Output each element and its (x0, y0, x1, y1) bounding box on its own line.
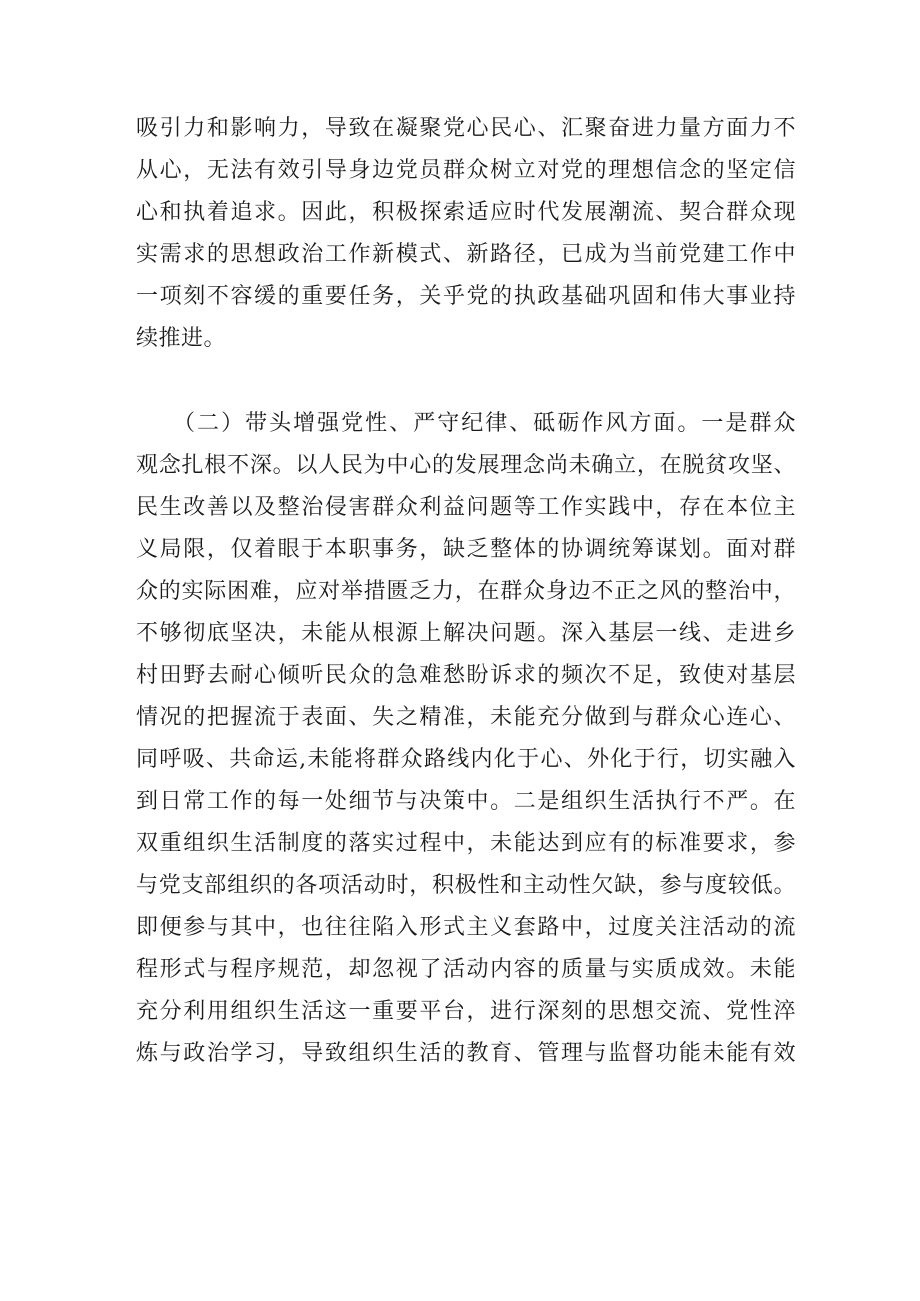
paragraph-line: 村田野去耐心倾听民众的急难愁盼诉求的频次不足，致使对基层 (136, 663, 796, 688)
paragraph-continuation (136, 108, 796, 360)
paragraph-line: 众的实际困难，应对举措匮乏力，在群众身边不正之风的整治中， (136, 579, 796, 604)
paragraph-line: 炼与政治学习，导致组织生活的教育、管理与监督功能未能有效 (136, 1041, 796, 1066)
paragraph-line: 民生改善以及整治侵害群众利益问题等工作实践中，存在本位主 (136, 495, 796, 520)
paragraph-line: 程形式与程序规范，却忽视了活动内容的质量与实质成效。未能 (136, 957, 796, 982)
paragraph-line: 不够彻底坚决，未能从根源上解决问题。深入基层一线、走进乡 (136, 621, 796, 646)
paragraph-line: 实需求的思想政治工作新模式、新路径，已成为当前党建工作中 (136, 242, 796, 267)
paragraph-line: 观念扎根不深。以人民为中心的发展理念尚未确立，在脱贫攻坚、 (136, 453, 796, 478)
paragraph-line: 即便参与其中，也往往陷入形式主义套路中，过度关注活动的流 (136, 915, 796, 940)
paragraph-line: 与党支部组织的各项活动时，积极性和主动性欠缺，参与度较低。 (136, 873, 796, 898)
paragraph-line: 续推进。 (136, 326, 227, 351)
section-heading-line: （二）带头增强党性、严守纪律、砥砺作风方面。一是群众 (136, 411, 796, 436)
paragraph-line: 情况的把握流于表面、失之精准，未能充分做到与群众心连心、 (136, 705, 796, 730)
paragraph-line: 双重组织生活制度的落实过程中，未能达到应有的标准要求，参 (136, 831, 796, 856)
paragraph-section-two (136, 403, 796, 1075)
paragraph-line: 吸引力和影响力，导致在凝聚党心民心、汇聚奋进力量方面力不 (136, 116, 796, 141)
paragraph-line: 同呼吸、共命运,未能将群众路线内化于心、外化于行，切实融入 (136, 747, 796, 772)
paragraph-line: 义局限，仅着眼于本职事务，缺乏整体的协调统筹谋划。面对群 (136, 537, 796, 562)
paragraph-line: 一项刻不容缓的重要任务，关乎党的执政基础巩固和伟大事业持 (136, 284, 796, 309)
paragraph-line: 心和执着追求。因此，积极探索适应时代发展潮流、契合群众现 (136, 200, 796, 225)
paragraph-line: 充分利用组织生活这一重要平台，进行深刻的思想交流、党性淬 (136, 999, 796, 1024)
paragraph-line: 到日常工作的每一处细节与决策中。二是组织生活执行不严。在 (136, 789, 796, 814)
paragraph-line: 从心，无法有效引导身边党员群众树立对党的理想信念的坚定信 (136, 158, 796, 183)
